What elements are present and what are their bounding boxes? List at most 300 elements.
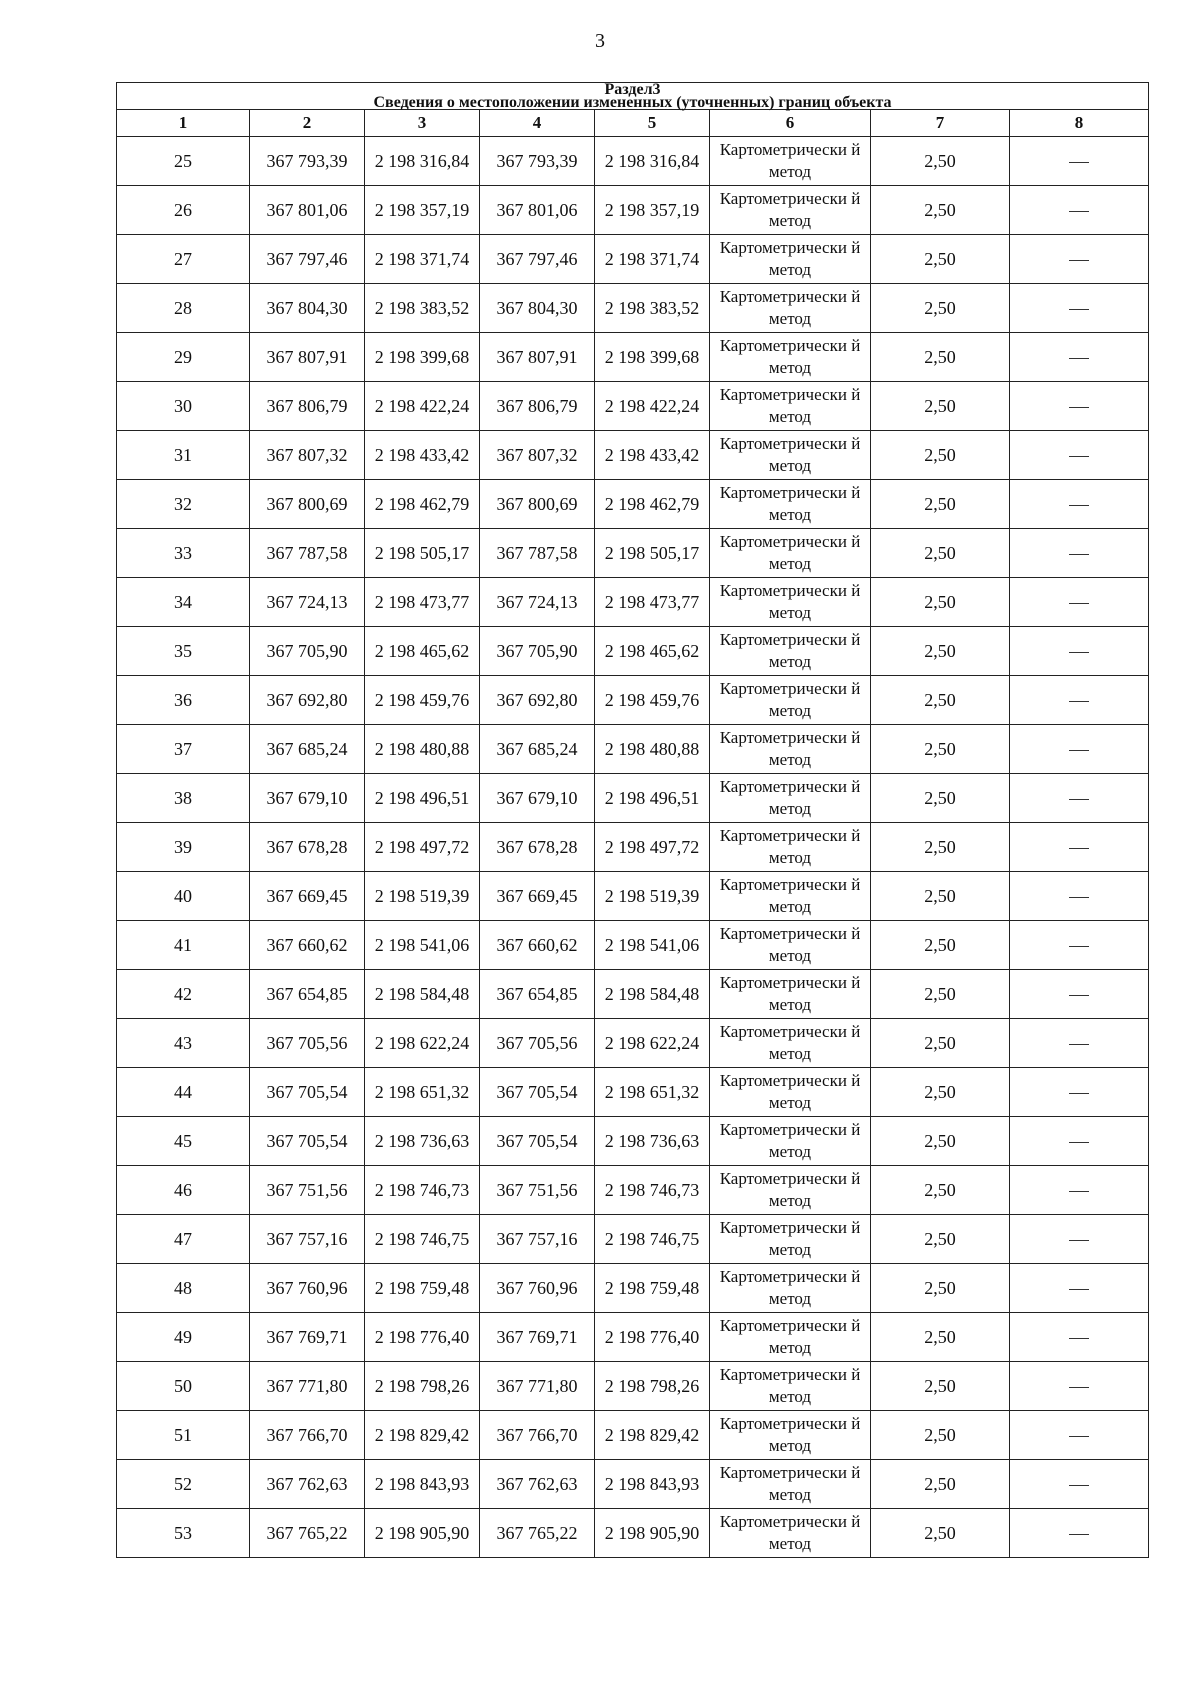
existing-x-cell: 367 654,85 [250,970,365,1019]
dash-mark [1069,603,1089,604]
dash-mark [1069,1289,1089,1290]
note-cell [1010,333,1149,382]
note-cell [1010,627,1149,676]
note-cell [1010,578,1149,627]
existing-y-cell: 2 198 473,77 [365,578,480,627]
refined-x-cell: 367 765,22 [480,1509,595,1558]
refined-y-cell: 2 198 651,32 [595,1068,710,1117]
existing-y-cell: 2 198 433,42 [365,431,480,480]
precision-cell: 2,50 [871,333,1010,382]
table-row [117,921,1149,970]
column-header: 2 [250,110,365,137]
refined-y-cell: 2 198 746,73 [595,1166,710,1215]
existing-x-cell: 367 787,58 [250,529,365,578]
dash-mark [1069,309,1089,310]
refined-x-cell: 367 679,10 [480,774,595,823]
note-cell [1010,774,1149,823]
existing-y-cell: 2 198 399,68 [365,333,480,382]
dash-mark [1069,211,1089,212]
existing-x-cell: 367 705,54 [250,1068,365,1117]
precision-cell: 2,50 [871,1019,1010,1068]
refined-y-cell: 2 198 497,72 [595,823,710,872]
refined-x-cell: 367 769,71 [480,1313,595,1362]
note-cell [1010,284,1149,333]
method-cell: Картометрически й метод [710,872,871,921]
dash-mark [1069,1436,1089,1437]
note-cell [1010,725,1149,774]
dash-mark [1069,1338,1089,1339]
note-cell [1010,480,1149,529]
refined-y-cell: 2 198 383,52 [595,284,710,333]
precision-cell: 2,50 [871,1166,1010,1215]
refined-y-cell: 2 198 746,75 [595,1215,710,1264]
refined-y-cell: 2 198 798,26 [595,1362,710,1411]
table-row [117,1264,1149,1313]
dash-mark [1069,456,1089,457]
refined-y-cell: 2 198 433,42 [595,431,710,480]
existing-x-cell: 367 692,80 [250,676,365,725]
note-cell [1010,1068,1149,1117]
precision-cell: 2,50 [871,1411,1010,1460]
precision-cell: 2,50 [871,676,1010,725]
note-cell [1010,1166,1149,1215]
boundary-table [116,82,1149,1558]
existing-x-cell: 367 800,69 [250,480,365,529]
precision-cell: 2,50 [871,578,1010,627]
note-cell [1010,431,1149,480]
precision-cell: 2,50 [871,137,1010,186]
point-number-cell: 35 [117,627,250,676]
note-cell [1010,1509,1149,1558]
table-row [117,774,1149,823]
existing-y-cell: 2 198 496,51 [365,774,480,823]
refined-x-cell: 367 724,13 [480,578,595,627]
table-row [117,480,1149,529]
precision-cell: 2,50 [871,1313,1010,1362]
column-header: 6 [710,110,871,137]
existing-x-cell: 367 669,45 [250,872,365,921]
method-cell: Картометрически й метод [710,774,871,823]
precision-cell: 2,50 [871,480,1010,529]
refined-x-cell: 367 705,54 [480,1068,595,1117]
method-cell: Картометрически й метод [710,627,871,676]
refined-y-cell: 2 198 622,24 [595,1019,710,1068]
existing-x-cell: 367 685,24 [250,725,365,774]
table-row [117,970,1149,1019]
point-number-cell: 41 [117,921,250,970]
refined-x-cell: 367 787,58 [480,529,595,578]
table-row [117,627,1149,676]
method-cell: Картометрически й метод [710,137,871,186]
existing-y-cell: 2 198 480,88 [365,725,480,774]
method-cell: Картометрически й метод [710,529,871,578]
table-row [117,725,1149,774]
refined-x-cell: 367 751,56 [480,1166,595,1215]
existing-x-cell: 367 762,63 [250,1460,365,1509]
point-number-cell: 51 [117,1411,250,1460]
point-number-cell: 46 [117,1166,250,1215]
dash-mark [1069,1485,1089,1486]
section-label: Раздел3 [604,81,661,98]
table-row [117,529,1149,578]
dash-mark [1069,358,1089,359]
method-cell: Картометрически й метод [710,823,871,872]
table-row [117,1166,1149,1215]
table-row [117,1019,1149,1068]
dash-mark [1069,260,1089,261]
precision-cell: 2,50 [871,529,1010,578]
note-cell [1010,235,1149,284]
precision-cell: 2,50 [871,1509,1010,1558]
refined-x-cell: 367 678,28 [480,823,595,872]
precision-cell: 2,50 [871,1068,1010,1117]
table-row [117,186,1149,235]
precision-cell: 2,50 [871,235,1010,284]
note-cell [1010,1460,1149,1509]
note-cell [1010,823,1149,872]
refined-x-cell: 367 800,69 [480,480,595,529]
existing-x-cell: 367 797,46 [250,235,365,284]
existing-x-cell: 367 705,54 [250,1117,365,1166]
existing-x-cell: 367 769,71 [250,1313,365,1362]
column-header: 3 [365,110,480,137]
existing-y-cell: 2 198 746,75 [365,1215,480,1264]
dash-mark [1069,946,1089,947]
existing-y-cell: 2 198 465,62 [365,627,480,676]
dash-mark [1069,701,1089,702]
point-number-cell: 49 [117,1313,250,1362]
precision-cell: 2,50 [871,725,1010,774]
point-number-cell: 31 [117,431,250,480]
method-cell: Картометрически й метод [710,1215,871,1264]
table-row [117,578,1149,627]
method-cell: Картометрически й метод [710,480,871,529]
dash-mark [1069,750,1089,751]
existing-x-cell: 367 765,22 [250,1509,365,1558]
dash-mark [1069,897,1089,898]
precision-cell: 2,50 [871,1264,1010,1313]
dash-mark [1069,652,1089,653]
dash-mark [1069,162,1089,163]
note-cell [1010,529,1149,578]
table-row [117,284,1149,333]
precision-cell: 2,50 [871,382,1010,431]
method-cell: Картометрически й метод [710,1411,871,1460]
existing-y-cell: 2 198 622,24 [365,1019,480,1068]
table-row [117,1362,1149,1411]
precision-cell: 2,50 [871,1117,1010,1166]
note-cell [1010,872,1149,921]
point-number-cell: 40 [117,872,250,921]
table-row [117,235,1149,284]
method-cell: Картометрически й метод [710,333,871,382]
existing-x-cell: 367 760,96 [250,1264,365,1313]
dash-mark [1069,995,1089,996]
refined-x-cell: 367 669,45 [480,872,595,921]
note-cell [1010,1362,1149,1411]
table-row [117,137,1149,186]
existing-y-cell: 2 198 746,73 [365,1166,480,1215]
existing-x-cell: 367 801,06 [250,186,365,235]
precision-cell: 2,50 [871,774,1010,823]
existing-y-cell: 2 198 505,17 [365,529,480,578]
column-header: 1 [117,110,250,137]
method-cell: Картометрически й метод [710,1460,871,1509]
note-cell [1010,1117,1149,1166]
refined-y-cell: 2 198 465,62 [595,627,710,676]
refined-x-cell: 367 760,96 [480,1264,595,1313]
refined-x-cell: 367 771,80 [480,1362,595,1411]
precision-cell: 2,50 [871,823,1010,872]
refined-x-cell: 367 807,32 [480,431,595,480]
refined-x-cell: 367 766,70 [480,1411,595,1460]
table-row [117,1068,1149,1117]
point-number-cell: 43 [117,1019,250,1068]
point-number-cell: 28 [117,284,250,333]
point-number-cell: 36 [117,676,250,725]
refined-y-cell: 2 198 736,63 [595,1117,710,1166]
dash-mark [1069,1093,1089,1094]
method-cell: Картометрически й метод [710,1166,871,1215]
refined-x-cell: 367 801,06 [480,186,595,235]
refined-y-cell: 2 198 480,88 [595,725,710,774]
dash-mark [1069,505,1089,506]
column-header: 5 [595,110,710,137]
existing-y-cell: 2 198 843,93 [365,1460,480,1509]
existing-y-cell: 2 198 316,84 [365,137,480,186]
refined-x-cell: 367 660,62 [480,921,595,970]
existing-y-cell: 2 198 459,76 [365,676,480,725]
refined-y-cell: 2 198 371,74 [595,235,710,284]
existing-x-cell: 367 766,70 [250,1411,365,1460]
existing-y-cell: 2 198 519,39 [365,872,480,921]
dash-mark [1069,799,1089,800]
table-row [117,872,1149,921]
table-row [117,823,1149,872]
existing-x-cell: 367 793,39 [250,137,365,186]
existing-y-cell: 2 198 422,24 [365,382,480,431]
refined-y-cell: 2 198 541,06 [595,921,710,970]
existing-y-cell: 2 198 798,26 [365,1362,480,1411]
existing-x-cell: 367 660,62 [250,921,365,970]
refined-y-cell: 2 198 829,42 [595,1411,710,1460]
point-number-cell: 53 [117,1509,250,1558]
note-cell [1010,1215,1149,1264]
method-cell: Картометрически й метод [710,1019,871,1068]
point-number-cell: 38 [117,774,250,823]
refined-y-cell: 2 198 843,93 [595,1460,710,1509]
point-number-cell: 44 [117,1068,250,1117]
precision-cell: 2,50 [871,970,1010,1019]
note-cell [1010,186,1149,235]
existing-x-cell: 367 806,79 [250,382,365,431]
method-cell: Картометрически й метод [710,1313,871,1362]
column-header: 4 [480,110,595,137]
section-title: Сведения о местоположении измененных (уточненных) границ объекта [373,94,892,111]
existing-x-cell: 367 724,13 [250,578,365,627]
point-number-cell: 34 [117,578,250,627]
method-cell: Картометрически й метод [710,235,871,284]
method-cell: Картометрически й метод [710,284,871,333]
method-cell: Картометрически й метод [710,1509,871,1558]
table-row [117,1460,1149,1509]
method-cell: Картометрически й метод [710,676,871,725]
point-number-cell: 45 [117,1117,250,1166]
table-body [117,137,1149,1558]
method-cell: Картометрически й метод [710,1068,871,1117]
refined-y-cell: 2 198 399,68 [595,333,710,382]
precision-cell: 2,50 [871,431,1010,480]
column-header: 8 [1010,110,1149,137]
refined-x-cell: 367 654,85 [480,970,595,1019]
table-row [117,1313,1149,1362]
column-header-row [117,110,1149,137]
existing-x-cell: 367 804,30 [250,284,365,333]
point-number-cell: 32 [117,480,250,529]
refined-x-cell: 367 793,39 [480,137,595,186]
existing-y-cell: 2 198 371,74 [365,235,480,284]
point-number-cell: 30 [117,382,250,431]
note-cell [1010,137,1149,186]
refined-x-cell: 367 692,80 [480,676,595,725]
precision-cell: 2,50 [871,186,1010,235]
refined-x-cell: 367 762,63 [480,1460,595,1509]
page-number: 3 [595,30,605,52]
point-number-cell: 39 [117,823,250,872]
column-header: 7 [871,110,1010,137]
method-cell: Картометрически й метод [710,1362,871,1411]
method-cell: Картометрически й метод [710,1117,871,1166]
existing-y-cell: 2 198 829,42 [365,1411,480,1460]
refined-y-cell: 2 198 776,40 [595,1313,710,1362]
refined-y-cell: 2 198 584,48 [595,970,710,1019]
method-cell: Картометрически й метод [710,186,871,235]
precision-cell: 2,50 [871,921,1010,970]
refined-y-cell: 2 198 462,79 [595,480,710,529]
refined-y-cell: 2 198 357,19 [595,186,710,235]
dash-mark [1069,554,1089,555]
method-cell: Картометрически й метод [710,725,871,774]
refined-x-cell: 367 705,54 [480,1117,595,1166]
existing-y-cell: 2 198 462,79 [365,480,480,529]
existing-y-cell: 2 198 497,72 [365,823,480,872]
refined-x-cell: 367 705,90 [480,627,595,676]
refined-x-cell: 367 757,16 [480,1215,595,1264]
dash-mark [1069,407,1089,408]
existing-x-cell: 367 678,28 [250,823,365,872]
precision-cell: 2,50 [871,1215,1010,1264]
existing-x-cell: 367 807,32 [250,431,365,480]
table-row [117,1509,1149,1558]
existing-y-cell: 2 198 736,63 [365,1117,480,1166]
refined-y-cell: 2 198 473,77 [595,578,710,627]
refined-x-cell: 367 807,91 [480,333,595,382]
note-cell [1010,970,1149,1019]
note-cell [1010,382,1149,431]
section-heading [117,83,1149,110]
method-cell: Картометрически й метод [710,382,871,431]
note-cell [1010,1411,1149,1460]
existing-x-cell: 367 679,10 [250,774,365,823]
point-number-cell: 25 [117,137,250,186]
table-row [117,676,1149,725]
existing-x-cell: 367 705,90 [250,627,365,676]
existing-x-cell: 367 771,80 [250,1362,365,1411]
table-row [117,1215,1149,1264]
table-row [117,382,1149,431]
table-row [117,333,1149,382]
point-number-cell: 50 [117,1362,250,1411]
refined-x-cell: 367 804,30 [480,284,595,333]
dash-mark [1069,1534,1089,1535]
refined-x-cell: 367 705,56 [480,1019,595,1068]
existing-x-cell: 367 705,56 [250,1019,365,1068]
refined-y-cell: 2 198 759,48 [595,1264,710,1313]
dash-mark [1069,1191,1089,1192]
point-number-cell: 47 [117,1215,250,1264]
existing-x-cell: 367 757,16 [250,1215,365,1264]
existing-y-cell: 2 198 584,48 [365,970,480,1019]
point-number-cell: 37 [117,725,250,774]
point-number-cell: 52 [117,1460,250,1509]
point-number-cell: 29 [117,333,250,382]
refined-y-cell: 2 198 505,17 [595,529,710,578]
existing-y-cell: 2 198 759,48 [365,1264,480,1313]
method-cell: Картометрически й метод [710,431,871,480]
dash-mark [1069,1387,1089,1388]
refined-y-cell: 2 198 422,24 [595,382,710,431]
table-row [117,431,1149,480]
existing-y-cell: 2 198 776,40 [365,1313,480,1362]
refined-y-cell: 2 198 316,84 [595,137,710,186]
note-cell [1010,921,1149,970]
precision-cell: 2,50 [871,1362,1010,1411]
dash-mark [1069,1044,1089,1045]
point-number-cell: 48 [117,1264,250,1313]
method-cell: Картометрически й метод [710,1264,871,1313]
existing-y-cell: 2 198 651,32 [365,1068,480,1117]
method-cell: Картометрически й метод [710,921,871,970]
note-cell [1010,676,1149,725]
dash-mark [1069,1240,1089,1241]
refined-y-cell: 2 198 519,39 [595,872,710,921]
refined-x-cell: 367 797,46 [480,235,595,284]
note-cell [1010,1313,1149,1362]
precision-cell: 2,50 [871,872,1010,921]
existing-y-cell: 2 198 383,52 [365,284,480,333]
precision-cell: 2,50 [871,284,1010,333]
precision-cell: 2,50 [871,1460,1010,1509]
refined-y-cell: 2 198 459,76 [595,676,710,725]
note-cell [1010,1019,1149,1068]
existing-x-cell: 367 807,91 [250,333,365,382]
point-number-cell: 33 [117,529,250,578]
dash-mark [1069,1142,1089,1143]
dash-mark [1069,848,1089,849]
method-cell: Картометрически й метод [710,970,871,1019]
point-number-cell: 42 [117,970,250,1019]
existing-y-cell: 2 198 905,90 [365,1509,480,1558]
refined-y-cell: 2 198 905,90 [595,1509,710,1558]
table-row [117,1117,1149,1166]
method-cell: Картометрически й метод [710,578,871,627]
existing-x-cell: 367 751,56 [250,1166,365,1215]
refined-y-cell: 2 198 496,51 [595,774,710,823]
precision-cell: 2,50 [871,627,1010,676]
section-header-row [117,83,1149,110]
point-number-cell: 26 [117,186,250,235]
refined-x-cell: 367 685,24 [480,725,595,774]
